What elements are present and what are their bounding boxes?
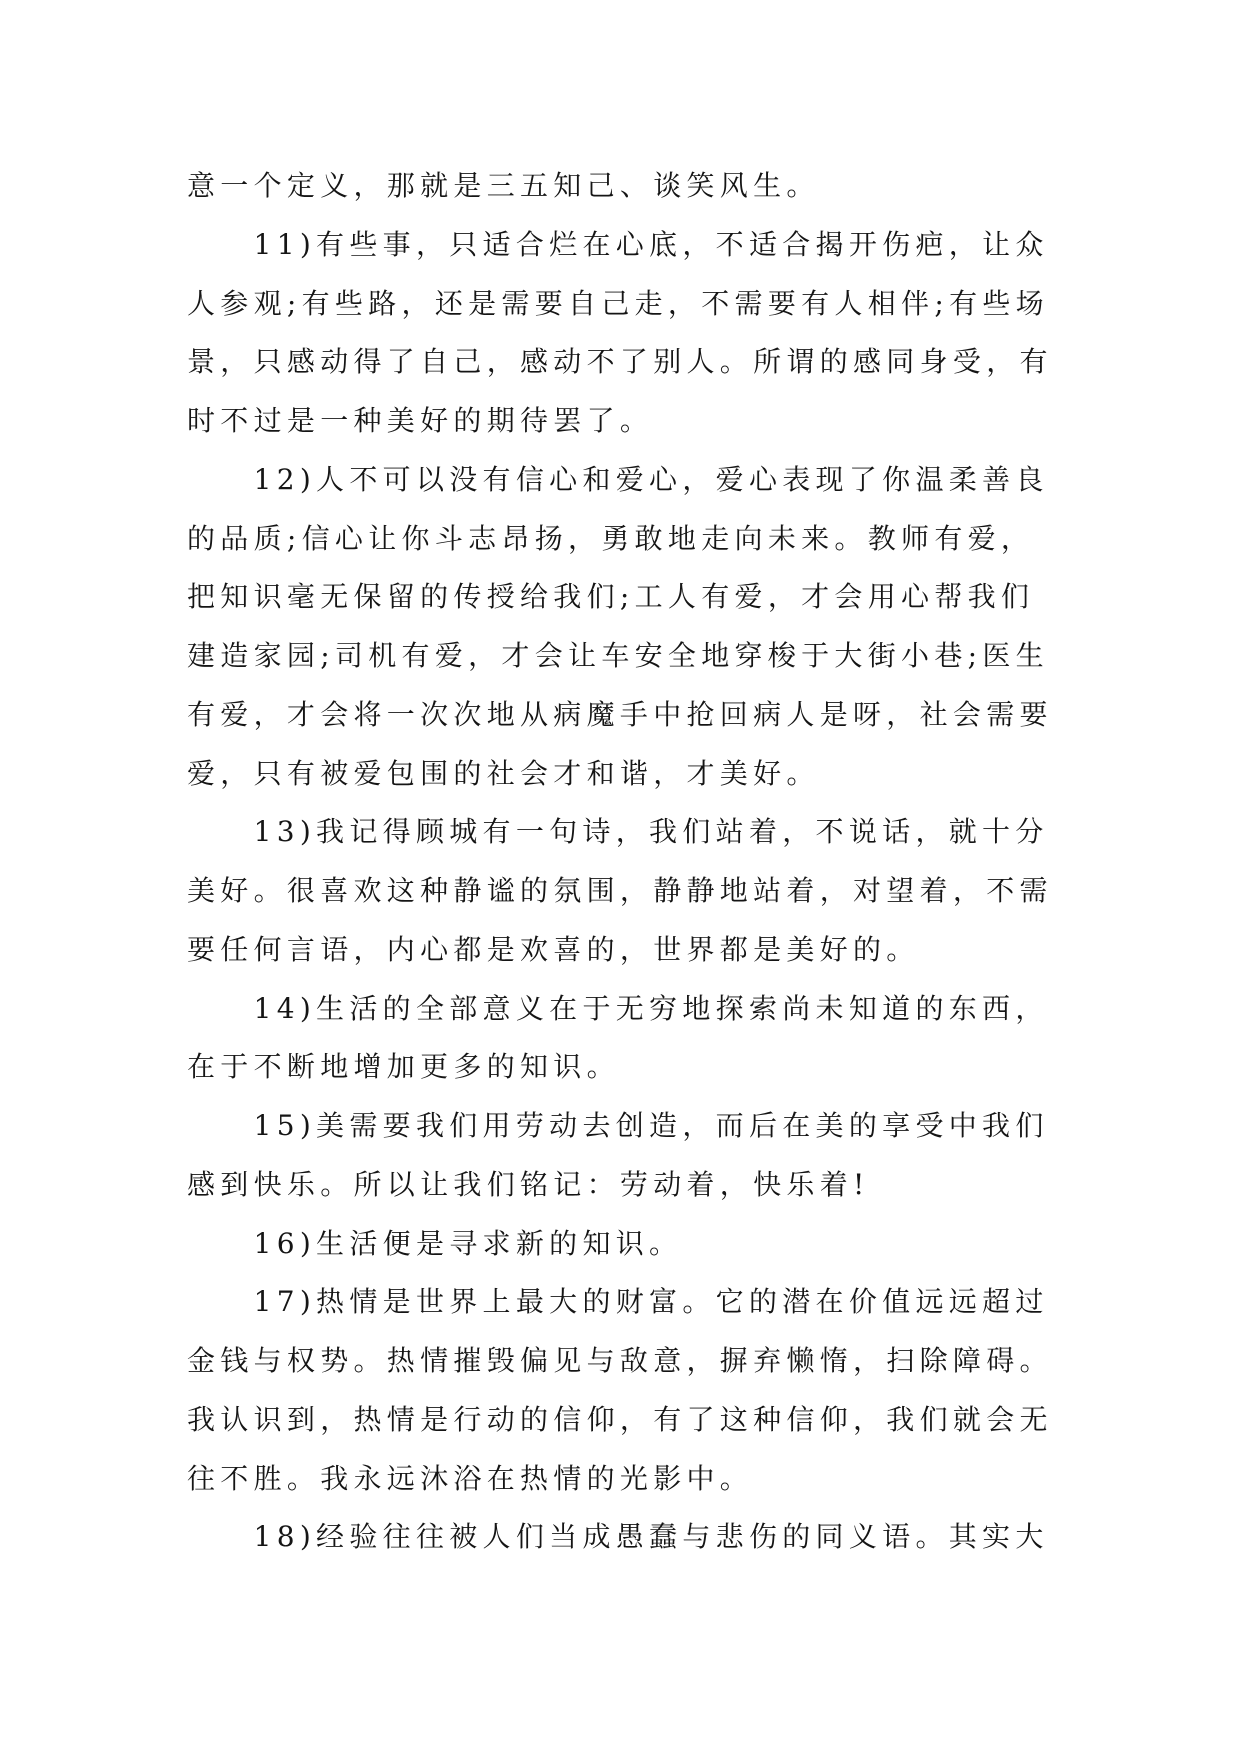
paragraph-line: 金钱与权势。热情摧毁偏见与敌意，摒弃懒惰，扫除障碍。 bbox=[187, 1344, 1053, 1377]
paragraph-15 bbox=[187, 1097, 1067, 1215]
paragraph-line: 12)人不可以没有信心和爱心，爱心表现了你温柔善良 bbox=[253, 462, 1049, 496]
paragraph-line: 景，只感动得了自己，感动不了别人。所谓的感同身受，有 bbox=[187, 345, 1053, 379]
paragraph-line: 的品质;信心让你斗志昂扬，勇敢地走向未来。教师有爱， bbox=[187, 521, 1035, 555]
paragraph-line: 意一个定义，那就是三五知己、谈笑风生。 bbox=[187, 169, 820, 202]
paragraph-line: 11)有些事，只适合烂在心底，不适合揭开伤疤，让众 bbox=[253, 227, 1049, 261]
paragraph-line: 把知识毫无保留的传授给我们;工人有爱，才会用心帮我们 bbox=[187, 580, 1035, 614]
paragraph-line: 要任何言语，内心都是欢喜的，世界都是美好的。 bbox=[187, 932, 920, 966]
paragraph-line: 在于不断地增加更多的知识。 bbox=[187, 1050, 620, 1084]
paragraph-line: 18)经验往往被人们当成愚蠢与悲伤的同义语。其实大 bbox=[253, 1520, 1049, 1554]
paragraph-14 bbox=[187, 980, 1067, 1098]
paragraph-line: 往不胜。我永远沐浴在热情的光影中。 bbox=[187, 1461, 754, 1495]
paragraph-16 bbox=[187, 1215, 1067, 1274]
paragraph-line: 感到快乐。所以让我们铭记：劳动着，快乐着! bbox=[187, 1167, 870, 1201]
paragraph-continued bbox=[187, 157, 1067, 216]
paragraph-12 bbox=[187, 451, 1067, 804]
paragraph-line: 15)美需要我们用劳动去创造，而后在美的享受中我们 bbox=[253, 1109, 1049, 1142]
paragraph-line: 13)我记得顾城有一句诗，我们站着，不说话，就十分 bbox=[253, 815, 1049, 849]
document-body bbox=[187, 157, 1067, 1567]
paragraph-11 bbox=[187, 216, 1067, 451]
paragraph-line: 16)生活便是寻求新的知识。 bbox=[253, 1226, 683, 1260]
paragraph-line: 美好。很喜欢这种静谧的氛围，静静地站着，对望着，不需 bbox=[187, 874, 1053, 907]
paragraph-line: 有爱，才会将一次次地从病魔手中抢回病人是呀，社会需要 bbox=[187, 697, 1053, 731]
paragraph-line: 我认识到，热情是行动的信仰，有了这种信仰，我们就会无 bbox=[187, 1402, 1053, 1436]
paragraph-17 bbox=[187, 1273, 1067, 1508]
paragraph-line: 建造家园;司机有爱，才会让车安全地穿梭于大街小巷;医生 bbox=[187, 639, 1049, 672]
paragraph-line: 17)热情是世界上最大的财富。它的潜在价值远远超过 bbox=[253, 1285, 1049, 1319]
paragraph-line: 时不过是一种美好的期待罢了。 bbox=[187, 404, 654, 437]
paragraph-18 bbox=[187, 1508, 1067, 1567]
paragraph-line: 爱，只有被爱包围的社会才和谐，才美好。 bbox=[187, 756, 820, 790]
paragraph-line: 人参观;有些路，还是需要自己走，不需要有人相伴;有些场 bbox=[187, 286, 1049, 320]
paragraph-13 bbox=[187, 803, 1067, 979]
paragraph-line: 14)生活的全部意义在于无穷地探索尚未知道的东西， bbox=[253, 991, 1049, 1025]
